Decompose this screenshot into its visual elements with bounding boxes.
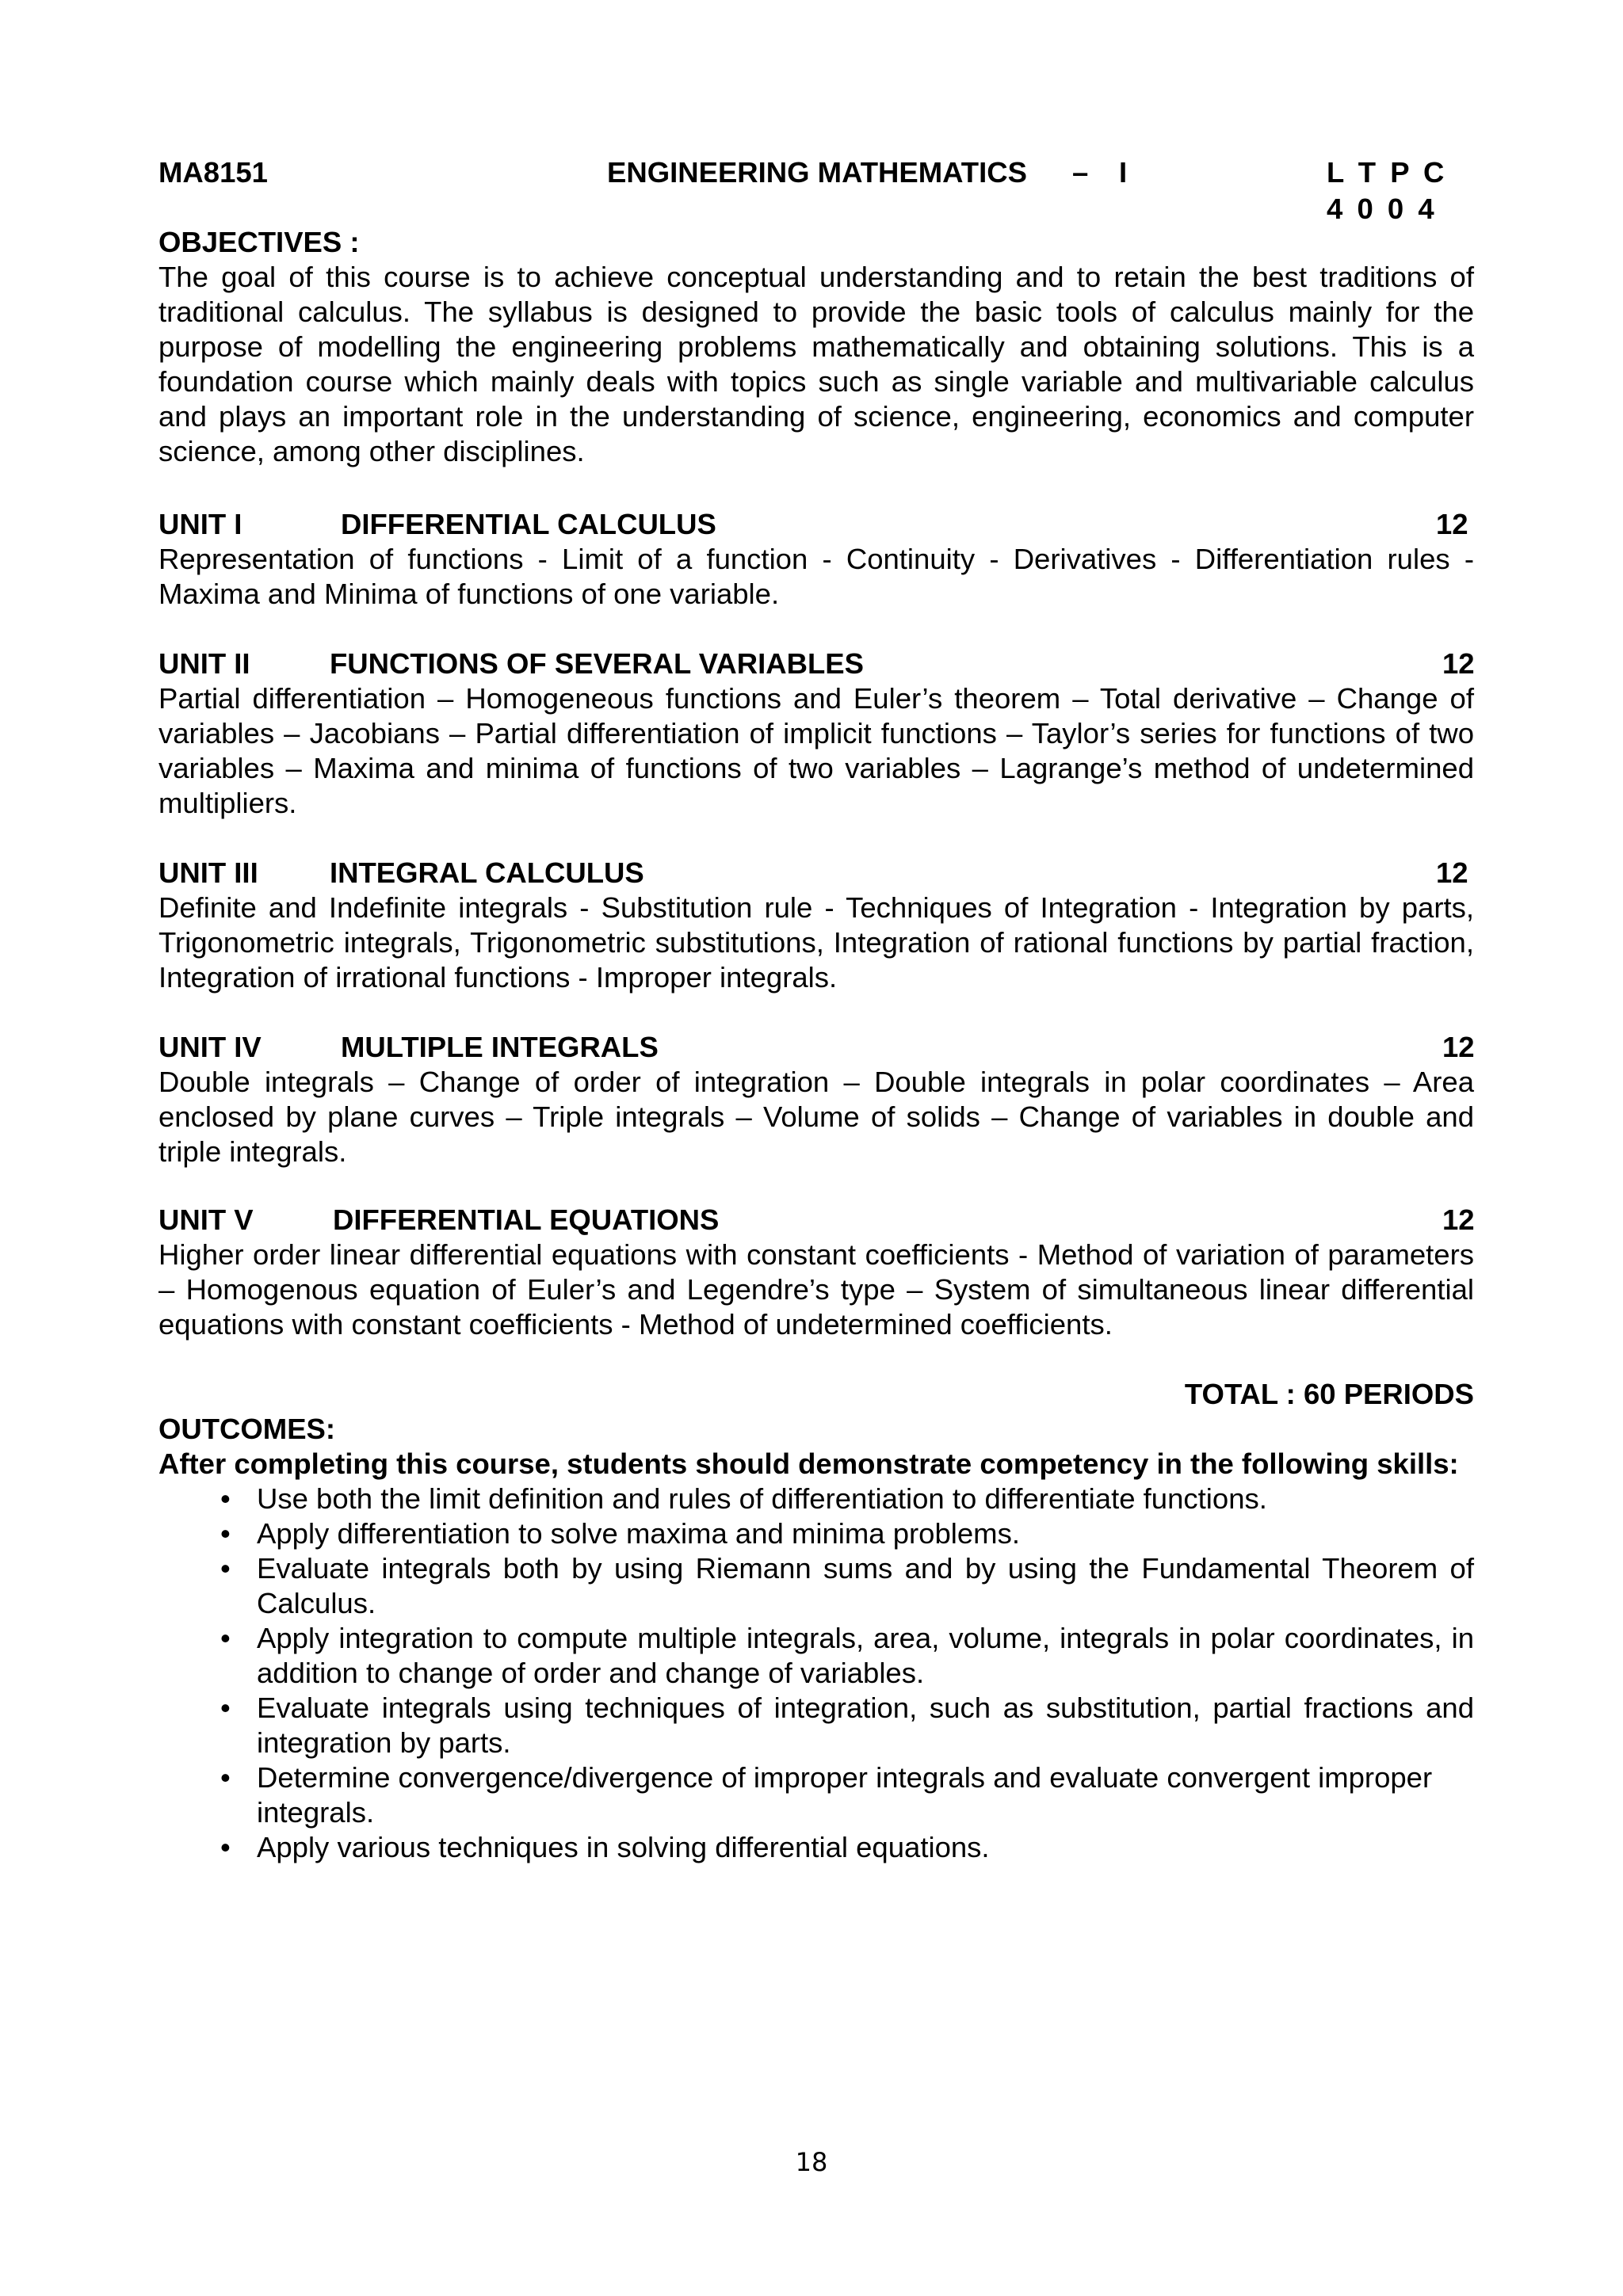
list-item	[158, 1516, 1474, 1551]
course-code: MA8151	[158, 156, 268, 189]
unit-hours: 12	[1442, 647, 1475, 680]
outcomes-list	[158, 1482, 1474, 1865]
unit-heading	[158, 1030, 1474, 1065]
outcomes-heading: OUTCOMES:	[158, 1413, 336, 1445]
bullet-icon: •	[220, 1761, 231, 1794]
unit-heading	[158, 1203, 1474, 1238]
objectives-text: The goal of this course is to achieve conceptual understanding and to retain the best traditions of traditional calculus. The syllabus is designed to provide the basic tools of calculus mainly for the purpose of modelling the engineering problems mathematically and obtaining solutions. This is a foundation course which mainly deals with topics such as single variable and multivariable calculus and plays an important role in the understanding of science, engineering, economics and computer science, among other disciplines.	[158, 261, 1474, 467]
bullet-icon: •	[220, 1517, 231, 1550]
bullet-icon: •	[220, 1622, 231, 1654]
ltpc-labels: L T P C	[1327, 156, 1445, 189]
unit-text: Representation of functions - Limit of a function - Continuity - Derivatives - Differentiation rules - Maxima and Minima of functions of one variable.	[158, 543, 1474, 610]
unit-title: FUNCTIONS OF SEVERAL VARIABLES	[330, 647, 864, 680]
unit-3	[158, 856, 1474, 995]
unit-1	[158, 507, 1474, 612]
list-item-text: Evaluate integrals both by using Riemann sums and by using the Fundamental Theorem of Calculus.	[257, 1552, 1474, 1619]
unit-title: INTEGRAL CALCULUS	[330, 856, 644, 889]
unit-4	[158, 1030, 1474, 1169]
unit-label: UNIT II	[158, 647, 250, 680]
unit-hours: 12	[1436, 508, 1468, 540]
course-title: ENGINEERING MATHEMATICS	[607, 156, 1027, 189]
ltpc-values: 4 0 0 4	[1327, 193, 1434, 225]
total-periods: TOTAL : 60 PERIODS	[1184, 1378, 1474, 1410]
unit-text: Higher order linear differential equations with constant coefficients - Method of variation of parameters – Homogenous equation of Euler’s and Legendre’s type – System of simultaneous linear differential equations with constant coefficients - Method of undetermined coefficients.	[158, 1238, 1474, 1341]
unit-hours: 12	[1442, 1203, 1475, 1236]
unit-5	[158, 1203, 1474, 1342]
unit-heading	[158, 856, 1474, 891]
list-item	[158, 1830, 1474, 1865]
bullet-icon: •	[220, 1831, 231, 1863]
unit-title: DIFFERENTIAL CALCULUS	[341, 508, 716, 540]
unit-hours: 12	[1442, 1031, 1475, 1063]
unit-label: UNIT IV	[158, 1031, 262, 1063]
unit-hours: 12	[1436, 856, 1468, 889]
unit-title: DIFFERENTIAL EQUATIONS	[333, 1203, 720, 1236]
page-number: 18	[795, 2147, 828, 2177]
outcomes-section	[158, 1412, 1474, 1865]
bullet-icon: •	[220, 1552, 231, 1585]
unit-title: MULTIPLE INTEGRALS	[341, 1031, 659, 1063]
unit-label: UNIT III	[158, 856, 258, 889]
unit-label: UNIT V	[158, 1203, 254, 1236]
list-item	[158, 1691, 1474, 1760]
unit-label: UNIT I	[158, 508, 242, 540]
list-item-text: Use both the limit definition and rules of differentiation to differentiate functions.	[257, 1482, 1267, 1515]
list-item-text: Determine convergence/divergence of improper integrals and evaluate convergent improper integrals.	[257, 1761, 1433, 1829]
bullet-icon: •	[220, 1482, 231, 1515]
unit-heading	[158, 507, 1474, 542]
list-item-text: Apply differentiation to solve maxima and minima problems.	[257, 1517, 1020, 1550]
list-item	[158, 1482, 1474, 1516]
bullet-icon: •	[220, 1691, 231, 1724]
list-item-text: Apply integration to compute multiple integrals, area, volume, integrals in polar coordinates, in addition to change of order and change of variables.	[257, 1622, 1474, 1689]
unit-text: Double integrals – Change of order of integration – Double integrals in polar coordinates – Area enclosed by plane curves – Triple integrals – Volume of solids – Change of variables in double and triple integrals.	[158, 1066, 1474, 1168]
course-header	[158, 155, 1474, 190]
list-item	[158, 1551, 1474, 1621]
list-item	[158, 1621, 1474, 1691]
syllabus-page	[158, 0, 1474, 2296]
objectives-section	[158, 225, 1474, 469]
list-item-text: Evaluate integrals using techniques of integration, such as substitution, partial fractions and integration by parts.	[257, 1691, 1474, 1759]
list-item-text: Apply various techniques in solving differential equations.	[257, 1831, 990, 1863]
title-dash: –	[1072, 156, 1089, 189]
list-item	[158, 1760, 1474, 1830]
outcomes-intro: After completing this course, students should demonstrate competency in the following skills:	[158, 1447, 1459, 1480]
unit-text: Partial differentiation – Homogeneous functions and Euler’s theorem – Total derivative – Change of variables – Jacobians – Partial differentiation of implicit functions – Taylor’s series for functions of two variables – Maxima and minima of functions of two variables – Lagrange’s method of undetermined multipliers.	[158, 682, 1474, 819]
ltpc-values-row	[158, 192, 1474, 227]
unit-2	[158, 646, 1474, 821]
objectives-heading: OBJECTIVES :	[158, 226, 360, 258]
unit-heading	[158, 646, 1474, 681]
course-part: I	[1119, 156, 1128, 189]
unit-text: Definite and Indefinite integrals - Substitution rule - Techniques of Integration - Integration by parts, Trigonometric integrals, Trigonometric substitutions, Integration of rational functions by partial fraction, Integration of irrational functions - Improper integrals.	[158, 891, 1474, 994]
